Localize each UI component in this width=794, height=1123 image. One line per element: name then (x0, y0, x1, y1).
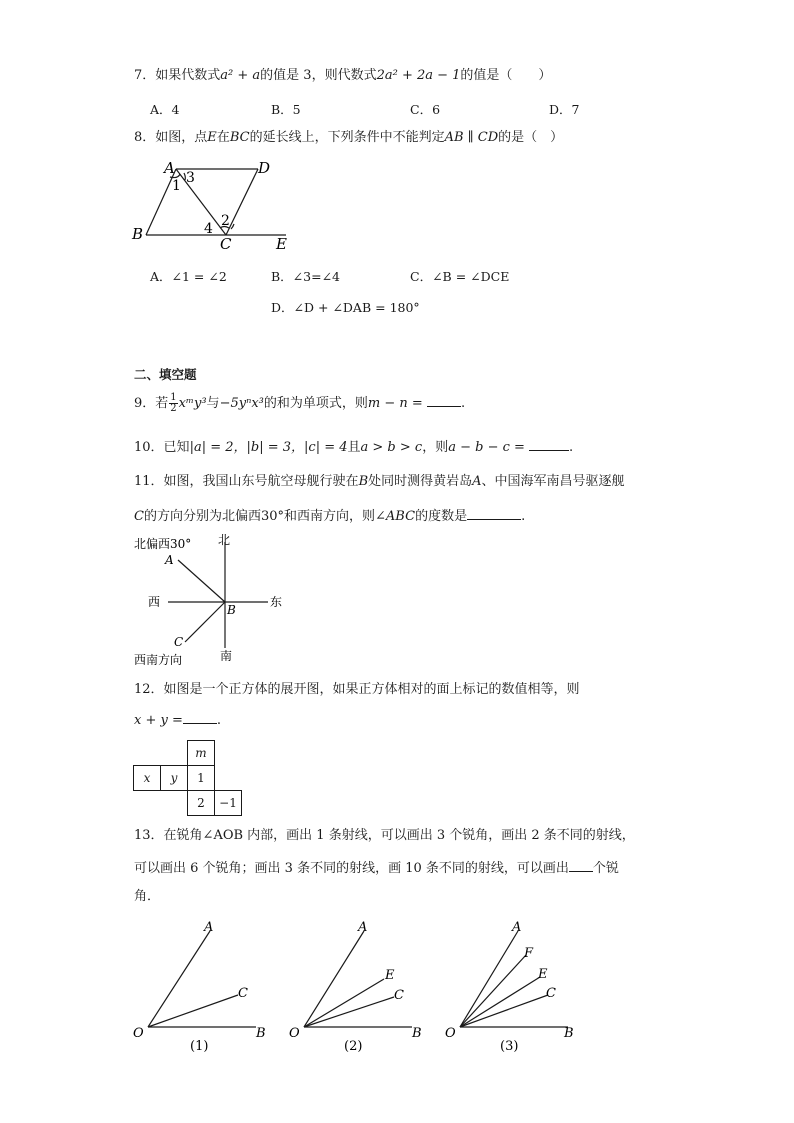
q13-figure-2 (284, 915, 434, 1055)
q7-option-c: C．6 (410, 102, 441, 117)
q12-line1: 12．如图是一个正方体的展开图，如果正方体相对的面上标记的数值相等，则 (134, 682, 580, 697)
q13-line2: 可以画出 6 个锐角；画出 3 条不同的射线，画 10 条不同的射线，可以画出 个锐 (134, 861, 619, 876)
q12-cell-m: m (188, 741, 215, 766)
fig3-label-o: O (445, 1026, 456, 1041)
q13-figure-3 (440, 915, 590, 1055)
q13-figure-1 (128, 915, 278, 1055)
q12-cell-2: 2 (188, 791, 215, 816)
q11-answer-blank[interactable] (467, 507, 521, 520)
q11-compass-figure (130, 530, 290, 670)
q8-option-c: C．∠B = ∠DCE (410, 269, 510, 284)
q11-label-a: A (165, 553, 174, 567)
fig2-label-o: O (289, 1026, 300, 1041)
fig2-label-c: C (394, 988, 404, 1003)
fig1-label-c: C (238, 986, 248, 1001)
fig2-label-a: A (358, 920, 368, 935)
q8-angle-4: 4 (204, 221, 213, 237)
q8-option-d: D．∠D + ∠DAB = 180° (271, 300, 420, 315)
q11-label-north: 北 (218, 533, 231, 547)
q12-cell-y: y (161, 766, 188, 791)
q11-label-nw: 北偏西30° (134, 537, 192, 551)
q7-option-a: A．4 (150, 102, 180, 117)
q13-line1: 13．在锐角∠AOB 内部，画出 1 条射线，可以画出 3 个锐角，画出 2 条不同的射线， (134, 828, 635, 843)
fig1-label-a: A (204, 920, 214, 935)
q11-label-west: 西 (148, 595, 161, 609)
q8-angle-2: 2 (221, 213, 230, 229)
fig3-label-f: F (524, 946, 534, 961)
q8-angle-1: 1 (172, 178, 181, 194)
fig1-caption: (1) (190, 1039, 209, 1054)
q8-label-a: A (164, 159, 175, 177)
q8-parallelogram-figure (130, 155, 300, 255)
fig3-label-b: B (564, 1026, 574, 1041)
q7-stem: 7．如果代数式a² + a的值是 3，则代数式2a² + 2a − 1的值是（ ） (134, 68, 552, 83)
q8-stem: 8．如图，点E在BC的延长线上，下列条件中不能判定AB ∥ CD的是（ ） (134, 130, 564, 145)
q8-option-b: B．∠3=∠4 (271, 269, 341, 284)
q9-answer-blank[interactable] (427, 394, 461, 407)
q12-cell-x: x (134, 766, 161, 791)
fig3-caption: (3) (500, 1039, 519, 1054)
q9-fraction: $\frac{1}{2}$ (170, 392, 177, 414)
q7-option-b: B．5 (271, 102, 301, 117)
fig1-label-b: B (256, 1026, 266, 1041)
q12-line2: x + y = . (134, 713, 221, 728)
q12-answer-blank[interactable] (183, 711, 217, 724)
fig3-label-a: A (512, 920, 522, 935)
q9-stem: 9．若 $\frac{1}{2}$ xᵐy³与−5yⁿx³的和为单项式，则m − n = . (134, 392, 466, 414)
q12-cube-net (133, 740, 242, 816)
q11-label-c: C (174, 635, 184, 649)
q11-label-b: B (227, 603, 236, 617)
q8-label-e: E (276, 235, 287, 253)
q8-label-b: B (132, 225, 144, 243)
q8-label-c: C (220, 235, 232, 253)
section-title: 二、填空题 (134, 367, 197, 382)
fig2-caption: (2) (344, 1039, 363, 1054)
q10-stem: 10．已知|a| = 2，|b| = 3，|c| = 4且a > b > c，则a − b − c = . (134, 440, 574, 455)
q11-line1: 11．如图，我国山东号航空母舰行驶在B处同时测得黄岩岛A、中国海军南昌号驱逐舰 (134, 474, 625, 489)
q11-line2: C的方向分别为北偏西30°和西南方向，则∠ABC的度数是 . (134, 509, 526, 524)
fig1-label-o: O (133, 1026, 144, 1041)
q12-cell-1: 1 (188, 766, 215, 791)
fig3-label-c: C (546, 986, 556, 1001)
q11-label-east: 东 (270, 595, 283, 609)
q8-label-d: D (258, 159, 271, 177)
q12-cell-neg1: −1 (215, 791, 242, 816)
q8-option-a: A．∠1 = ∠2 (150, 269, 227, 284)
q11-label-south: 南 (220, 649, 233, 663)
q7-option-d: D．7 (549, 102, 580, 117)
q11-label-sw: 西南方向 (134, 653, 183, 667)
q13-line3: 角． (134, 889, 161, 904)
fig2-label-e: E (385, 968, 395, 983)
fig3-label-e: E (538, 967, 548, 982)
fig2-label-b: B (412, 1026, 422, 1041)
q8-angle-3: 3 (186, 170, 195, 186)
q10-answer-blank[interactable] (529, 438, 569, 451)
q13-answer-blank[interactable] (569, 859, 593, 872)
